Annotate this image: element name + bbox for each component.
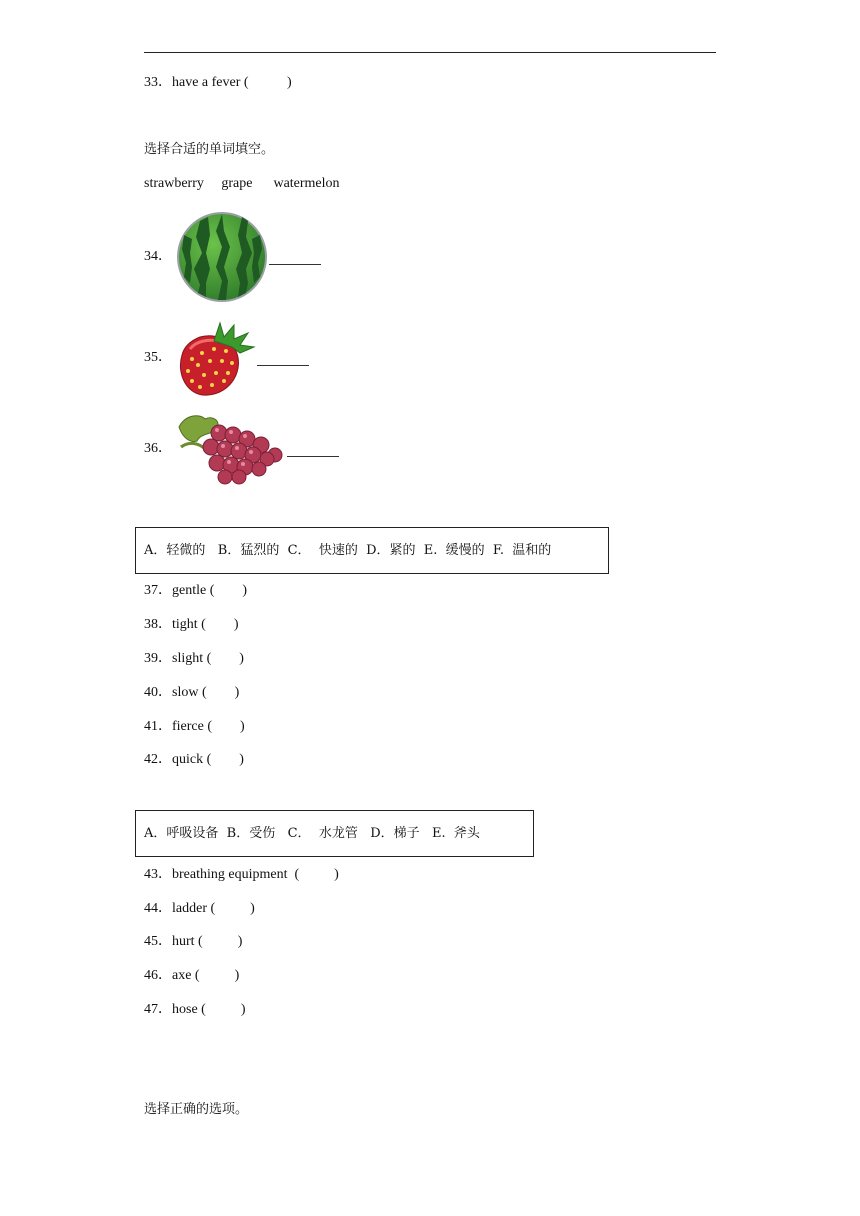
question-45: 45．hurt ( ) — [144, 934, 243, 949]
question-39: 39．slight ( ) — [144, 651, 244, 666]
question-33: 33．have a fever ( ) — [144, 75, 292, 90]
options-1-text: A．轻微的 B．猛烈的 C． 快速的 D．紧的 E. 缓慢的 F. 温和的 — [144, 542, 552, 558]
grapes-icon — [175, 411, 287, 485]
watermelon-icon — [176, 211, 268, 303]
question-36-number: 36． — [144, 441, 172, 456]
strawberry-icon — [174, 319, 256, 399]
question-41: 41．fierce ( ) — [144, 719, 245, 734]
question-42: 42．quick ( ) — [144, 752, 244, 767]
word-bank: strawberry grape watermelon — [144, 176, 340, 191]
answer-blank-36[interactable] — [287, 456, 339, 457]
options-2-text: A．呼吸设备 B．受伤 C． 水龙管 D．梯子 E. 斧头 — [144, 825, 480, 841]
question-37: 37．gentle ( ) — [144, 583, 248, 598]
question-35-number: 35． — [144, 350, 172, 365]
question-43: 43．breathing equipment ( ) — [144, 867, 339, 882]
question-47: 47．hose ( ) — [144, 1002, 246, 1017]
header-rule — [144, 52, 716, 53]
options-box-1 — [135, 527, 609, 574]
answer-blank-34[interactable] — [269, 264, 321, 265]
answer-blank-35[interactable] — [257, 365, 309, 366]
options-box-2 — [135, 810, 534, 857]
question-38: 38．tight ( ) — [144, 617, 239, 632]
question-44: 44．ladder ( ) — [144, 901, 255, 916]
question-40: 40．slow ( ) — [144, 685, 240, 700]
choice-instruction: 选择正确的选项。 — [144, 1102, 249, 1117]
fill-instruction: 选择合适的单词填空。 — [144, 142, 275, 157]
question-46: 46．axe ( ) — [144, 968, 240, 983]
question-34-number: 34． — [144, 249, 172, 264]
